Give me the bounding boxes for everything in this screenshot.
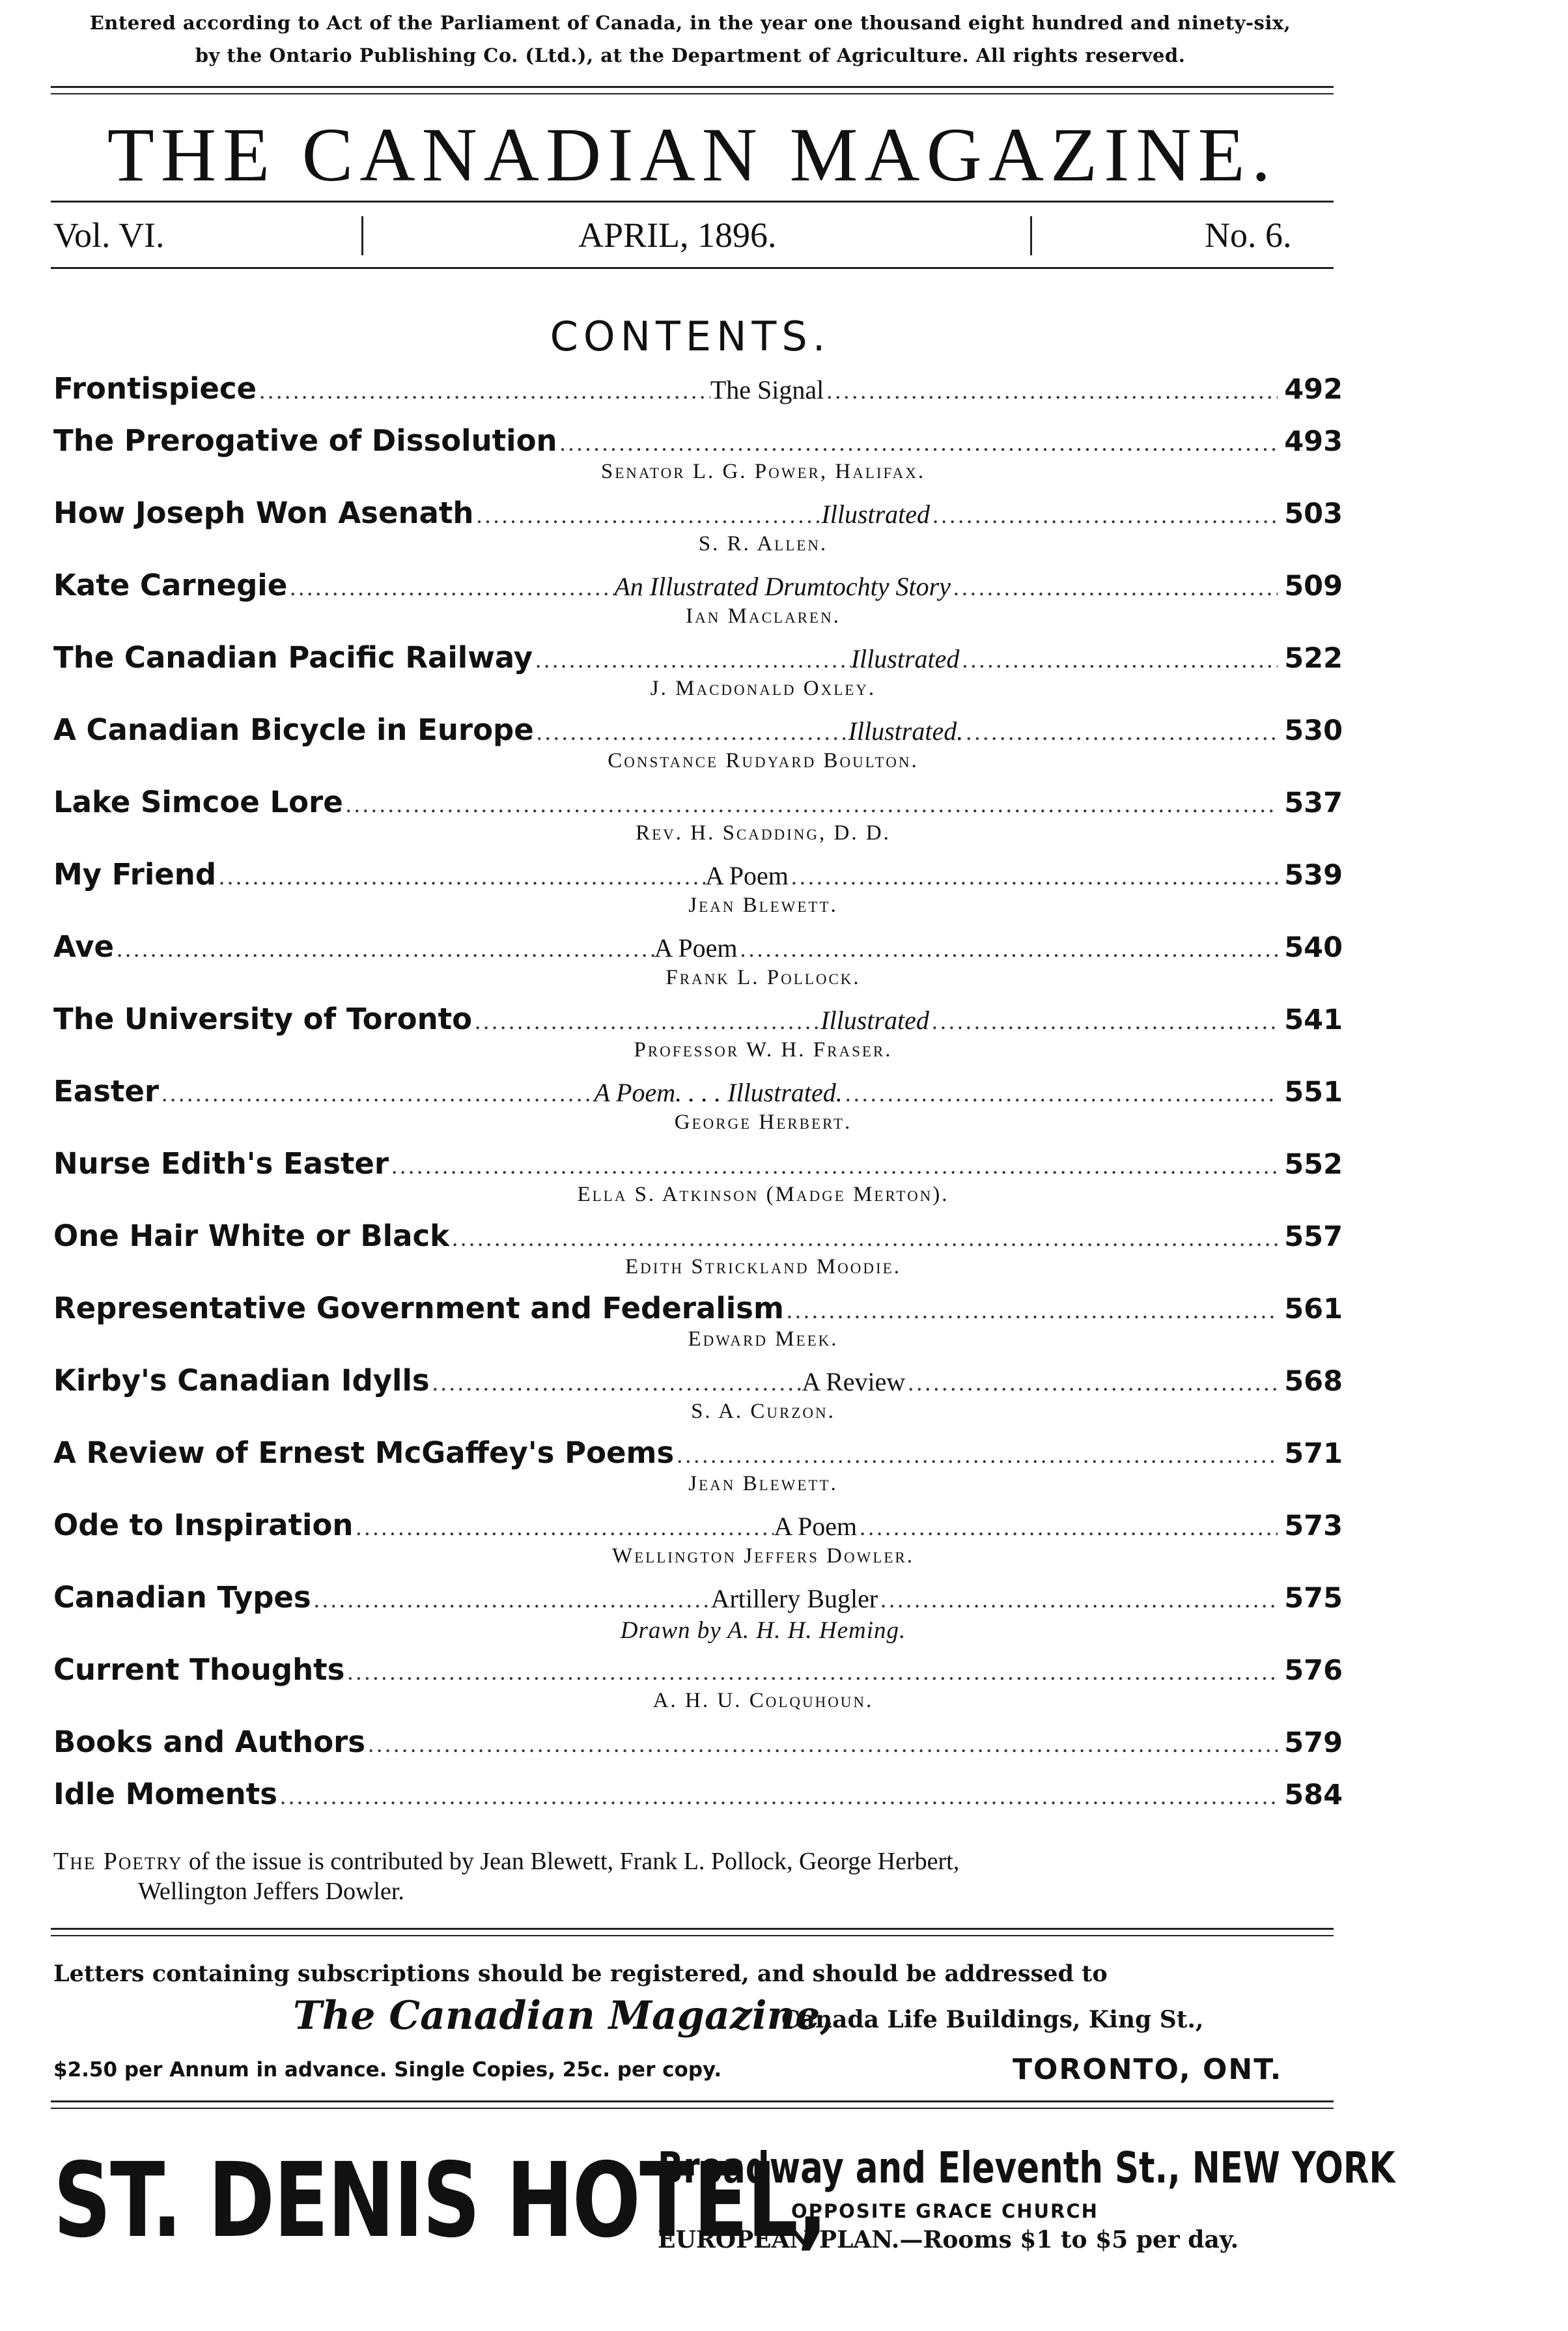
toc-entry bbox=[53, 1146, 1343, 1219]
dot-leader bbox=[311, 1586, 711, 1613]
toc-entry bbox=[53, 1652, 1343, 1725]
toc-entry bbox=[53, 857, 1343, 929]
dot-leader bbox=[737, 935, 1278, 963]
toc-entry-author: S. A. Curzon. bbox=[691, 1400, 835, 1423]
toc-entry-description: The Signal bbox=[710, 375, 824, 404]
toc-entry-title: Kirby's Canadian Idylls bbox=[53, 1363, 430, 1398]
issue-separator bbox=[1030, 216, 1032, 255]
toc-entry bbox=[53, 1580, 1343, 1652]
toc-entry-page: 552 bbox=[1284, 1148, 1343, 1181]
toc-entry-line bbox=[53, 1363, 1343, 1398]
dot-leader bbox=[430, 1369, 802, 1396]
toc-entry-description: Illustrated bbox=[850, 644, 960, 673]
toc-entry-page: 522 bbox=[1284, 642, 1343, 675]
toc-entry-title: Nurse Edith's Easter bbox=[53, 1146, 389, 1181]
dot-leader bbox=[784, 1297, 1278, 1324]
toc-entry-line bbox=[53, 713, 1343, 747]
toc-entry bbox=[53, 1435, 1343, 1508]
toc-entry-line bbox=[53, 1002, 1343, 1036]
toc-entry-page: 584 bbox=[1284, 1779, 1343, 1811]
toc-entry-line bbox=[53, 857, 1343, 892]
toc-entry-line bbox=[53, 640, 1343, 675]
divider-issue bbox=[51, 267, 1334, 269]
issue-separator bbox=[361, 216, 363, 255]
divider-masthead bbox=[51, 201, 1334, 203]
toc-entry-title: One Hair White or Black bbox=[53, 1219, 450, 1253]
dot-leader bbox=[343, 791, 1278, 818]
contents-heading: CONTENTS. bbox=[550, 313, 831, 360]
toc-entry-title: The Canadian Pacific Railway bbox=[53, 640, 533, 675]
poetry-note-text: of the issue is contributed by Jean Blewett, Frank L. Pollock, George Herbert, bbox=[182, 1848, 960, 1875]
toc-entry-title: Lake Simcoe Lore bbox=[53, 785, 343, 819]
masthead-title: THE CANADIAN MAGAZINE. bbox=[107, 112, 1278, 197]
toc-entry-title: How Joseph Won Asenath bbox=[53, 496, 474, 530]
toc-entry-author: George Herbert. bbox=[674, 1110, 852, 1134]
toc-entry-page: 573 bbox=[1284, 1510, 1343, 1542]
subscription-notice: Letters containing subscriptions should be registered, and should be addressed to bbox=[53, 1960, 1108, 1987]
toc-entry-title: Books and Authors bbox=[53, 1725, 366, 1759]
issue-number: No. 6. bbox=[1205, 216, 1292, 255]
table-of-contents bbox=[53, 371, 1343, 1829]
dot-leader bbox=[114, 935, 654, 963]
magazine-address: Canada Life Buildings, King St., bbox=[781, 2006, 1204, 2033]
hotel-landmark: OPPOSITE GRACE CHURCH bbox=[791, 2200, 1099, 2222]
toc-entry-line bbox=[53, 1508, 1343, 1542]
toc-entry bbox=[53, 713, 1343, 785]
issue-date: APRIL, 1896. bbox=[578, 216, 777, 255]
toc-entry bbox=[53, 1363, 1343, 1435]
poetry-note-label: The Poetry bbox=[53, 1848, 183, 1875]
toc-entry-line bbox=[53, 1435, 1343, 1470]
toc-entry-description: Illustrated bbox=[821, 500, 931, 529]
divider-top bbox=[51, 86, 1334, 94]
hotel-rates: EUROPEAN PLAN.—Rooms $1 to $5 per day. bbox=[658, 2226, 1239, 2253]
hotel-location: Broadway and Eleventh St., NEW YORK bbox=[658, 2143, 1395, 2193]
toc-entry bbox=[53, 1777, 1343, 1829]
toc-entry-line bbox=[53, 1652, 1343, 1687]
dot-leader bbox=[473, 502, 821, 529]
dot-leader bbox=[951, 574, 1278, 601]
dot-leader bbox=[449, 1224, 1278, 1252]
toc-entry-author: Ella S. Atkinson (Madge Merton). bbox=[577, 1183, 949, 1206]
toc-entry-line bbox=[53, 785, 1343, 819]
toc-entry-line bbox=[53, 1219, 1343, 1253]
toc-entry bbox=[53, 423, 1343, 496]
toc-entry bbox=[53, 1002, 1343, 1074]
toc-entry-page: 530 bbox=[1284, 714, 1343, 747]
toc-entry-line bbox=[53, 929, 1343, 964]
toc-entry-line bbox=[53, 1074, 1343, 1109]
toc-entry-page: 503 bbox=[1284, 498, 1343, 530]
toc-entry-author: Professor W. H. Fraser. bbox=[634, 1038, 893, 1062]
toc-entry-line bbox=[53, 371, 1343, 406]
dot-leader bbox=[533, 646, 851, 673]
toc-entry-page: 540 bbox=[1284, 931, 1343, 964]
dot-leader bbox=[959, 646, 1278, 673]
toc-entry-page: 579 bbox=[1284, 1727, 1343, 1759]
toc-entry-author: Edith Strickland Moodie. bbox=[625, 1255, 901, 1279]
toc-entry-page: 492 bbox=[1284, 373, 1343, 406]
dot-leader bbox=[857, 1514, 1278, 1541]
toc-entry-author: J. Macdonald Oxley. bbox=[650, 677, 876, 700]
hotel-name: ST. DENIS HOTEL, bbox=[53, 2141, 827, 2261]
toc-entry-author: Ian Maclaren. bbox=[686, 604, 841, 628]
subscription-price: $2.50 per Annum in advance. Single Copies, 25c. per copy. bbox=[53, 2058, 722, 2082]
toc-entry-author: S. R. Allen. bbox=[698, 532, 828, 556]
dot-leader bbox=[843, 1080, 1278, 1107]
dot-leader bbox=[353, 1514, 774, 1541]
toc-entry-line bbox=[53, 1580, 1343, 1615]
toc-entry-page: 568 bbox=[1284, 1365, 1343, 1398]
dot-leader bbox=[905, 1369, 1278, 1396]
toc-entry-author: Rev. H. Scadding, D. D. bbox=[636, 821, 891, 845]
toc-entry-description: A Poem bbox=[705, 861, 789, 890]
toc-entry-line bbox=[53, 423, 1343, 458]
copyright-line-2: by the Ontario Publishing Co. (Ltd.), at the Department of Agriculture. All rights reserved. bbox=[195, 44, 1186, 66]
toc-entry-page: 557 bbox=[1284, 1221, 1343, 1253]
toc-entry-description: Illustrated. bbox=[848, 716, 964, 746]
toc-entry-line bbox=[53, 568, 1343, 602]
dot-leader bbox=[557, 429, 1278, 457]
dot-leader bbox=[365, 1731, 1278, 1758]
toc-entry-page: 537 bbox=[1284, 787, 1343, 819]
dot-leader bbox=[963, 718, 1278, 746]
toc-entry-author: Wellington Jeffers Dowler. bbox=[611, 1544, 915, 1568]
toc-entry-page: 576 bbox=[1284, 1654, 1343, 1687]
dot-leader bbox=[824, 377, 1278, 404]
toc-entry bbox=[53, 1725, 1343, 1777]
toc-entry-title: Representative Government and Federalism bbox=[53, 1291, 784, 1325]
dot-leader bbox=[472, 1008, 820, 1035]
toc-entry-title: A Canadian Bicycle in Europe bbox=[53, 713, 534, 747]
toc-entry-author: Edward Meek. bbox=[688, 1327, 839, 1351]
toc-entry-page: 551 bbox=[1284, 1076, 1343, 1109]
dot-leader bbox=[216, 863, 705, 890]
toc-entry-author: Jean Blewett. bbox=[688, 894, 838, 917]
dot-leader bbox=[789, 863, 1278, 890]
dot-leader bbox=[159, 1080, 594, 1107]
toc-entry-page: 509 bbox=[1284, 570, 1343, 602]
toc-entry-title: Kate Carnegie bbox=[53, 568, 288, 602]
toc-entry-page: 541 bbox=[1284, 1004, 1343, 1036]
toc-entry-description: Artillery Bugler bbox=[710, 1584, 878, 1613]
dot-leader bbox=[929, 1008, 1278, 1035]
toc-entry-description: A Poem. . . . Illustrated. bbox=[594, 1078, 843, 1107]
dot-leader bbox=[389, 1152, 1278, 1180]
divider-advertisement bbox=[51, 2100, 1334, 2109]
copyright-line-1: Entered according to Act of the Parliament of Canada, in the year one thousand eight hundred and ninety-six, bbox=[89, 12, 1291, 34]
toc-entry-title: My Friend bbox=[53, 857, 217, 892]
dot-leader bbox=[344, 1658, 1278, 1686]
toc-entry-author: Jean Blewett. bbox=[688, 1472, 838, 1495]
toc-entry-title: Idle Moments bbox=[53, 1777, 278, 1811]
toc-entry-title: Easter bbox=[53, 1074, 160, 1109]
toc-entry bbox=[53, 1508, 1343, 1580]
toc-entry-line bbox=[53, 1777, 1343, 1811]
toc-entry bbox=[53, 640, 1343, 713]
dot-leader bbox=[674, 1441, 1278, 1469]
toc-entry-author: A. H. U. Colquhoun. bbox=[652, 1689, 874, 1712]
toc-entry bbox=[53, 1291, 1343, 1363]
toc-entry bbox=[53, 929, 1343, 1002]
divider-footer bbox=[51, 1928, 1334, 1936]
toc-entry bbox=[53, 1074, 1343, 1146]
publisher-city: TORONTO, ONT. bbox=[1013, 2053, 1283, 2086]
toc-entry-title: Frontispiece bbox=[53, 371, 257, 406]
toc-entry bbox=[53, 1219, 1343, 1291]
toc-entry-page: 575 bbox=[1284, 1582, 1343, 1615]
toc-entry-page: 571 bbox=[1284, 1437, 1343, 1470]
toc-entry bbox=[53, 568, 1343, 640]
toc-entry-author: Frank L. Pollock. bbox=[665, 966, 861, 989]
issue-volume: Vol. VI. bbox=[53, 216, 165, 255]
toc-entry-line bbox=[53, 1725, 1343, 1759]
toc-entry-author: Drawn by A. H. H. Heming. bbox=[620, 1617, 906, 1644]
toc-entry-description: Illustrated bbox=[820, 1006, 929, 1035]
dot-leader bbox=[277, 1783, 1278, 1810]
toc-entry-page: 539 bbox=[1284, 859, 1343, 892]
toc-entry bbox=[53, 785, 1343, 857]
toc-entry-description: An Illustrated Drumtochty Story bbox=[614, 572, 951, 601]
toc-entry-author: Senator L. G. Power, Halifax. bbox=[600, 460, 926, 483]
dot-leader bbox=[878, 1586, 1278, 1613]
toc-entry-title: Canadian Types bbox=[53, 1580, 311, 1615]
toc-entry-line bbox=[53, 1291, 1343, 1325]
toc-entry-title: A Review of Ernest McGaffey's Poems bbox=[53, 1435, 675, 1470]
toc-entry-page: 493 bbox=[1284, 425, 1343, 458]
toc-entry-line bbox=[53, 1146, 1343, 1181]
toc-entry-description: A Review bbox=[802, 1367, 906, 1396]
dot-leader bbox=[287, 574, 614, 601]
poetry-note-text-continued: Wellington Jeffers Dowler. bbox=[138, 1878, 404, 1905]
dot-leader bbox=[257, 377, 710, 404]
toc-entry-title: The University of Toronto bbox=[53, 1002, 473, 1036]
toc-entry-title: The Prerogative of Dissolution bbox=[53, 423, 557, 458]
toc-entry-description: A Poem bbox=[774, 1512, 858, 1541]
poetry-note bbox=[53, 1846, 1343, 1906]
toc-entry-title: Ode to Inspiration bbox=[53, 1508, 354, 1542]
toc-entry bbox=[53, 496, 1343, 568]
toc-entry bbox=[53, 371, 1343, 423]
toc-entry-page: 561 bbox=[1284, 1293, 1343, 1325]
toc-entry-line bbox=[53, 496, 1343, 530]
toc-entry-title: Ave bbox=[53, 929, 115, 964]
toc-entry-author: Constance Rudyard Boulton. bbox=[608, 749, 919, 772]
dot-leader bbox=[930, 502, 1278, 529]
toc-entry-title: Current Thoughts bbox=[53, 1652, 345, 1687]
magazine-name: The Canadian Magazine, bbox=[293, 1993, 834, 2039]
toc-entry-description: A Poem bbox=[654, 933, 738, 963]
dot-leader bbox=[534, 718, 848, 746]
